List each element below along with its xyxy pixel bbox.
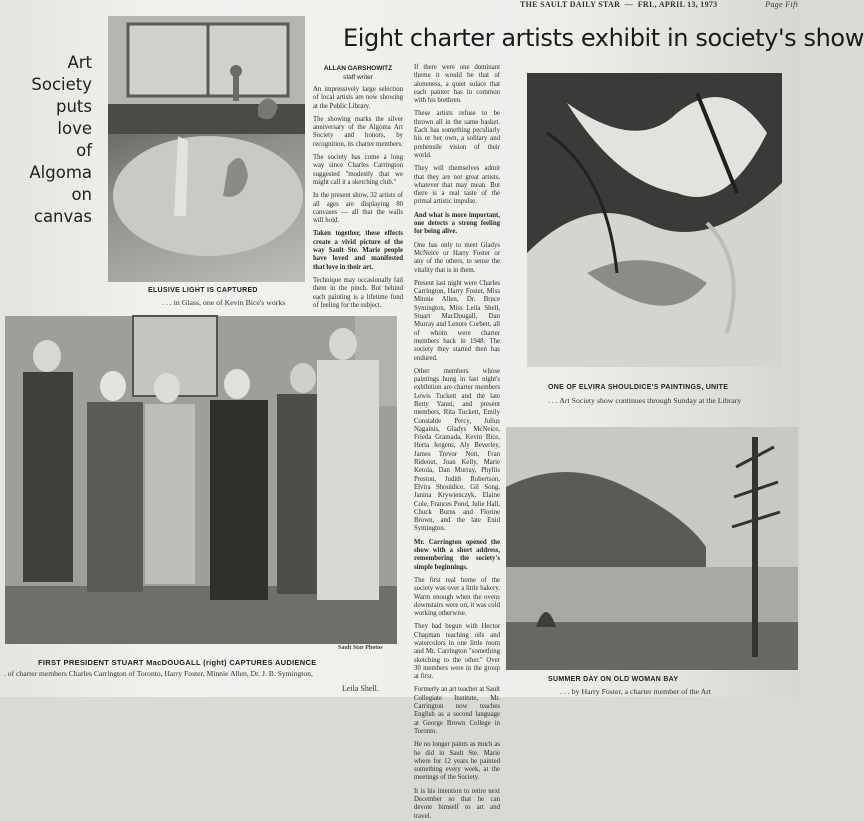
old-woman-bay-painting-photo: [506, 427, 798, 670]
masthead-page: Page Fift: [765, 0, 798, 9]
sidehead-line: canvas: [33, 207, 92, 226]
photo-credit: Sault Star Photos: [338, 645, 383, 651]
paragraph: If there were one dominant theme it would be that of aloneness, a quiet solace that each painter has in common with his brethren.: [414, 64, 500, 105]
paragraph: Technique may occasionally fail them in the pinch. But behind each painting is a lifetime fund of feeling for the subject.: [313, 276, 403, 309]
paragraph: And what is more important, one detects a strong feeling for being alive.: [414, 211, 500, 236]
audience-caption-tail: Leila Shell.: [342, 684, 379, 693]
unite-painting-photo: [527, 73, 782, 367]
unite-caption-text: . . . Art Society show continues through Sunday at the Library: [548, 396, 742, 405]
paragraph: They had begun with Hector Chapman teaching oils and watercolors in one little room and Mr. Carrington "something sketching to the other." Over 30 members were in the group at first.: [414, 623, 500, 681]
masthead-paper: THE SAULT DAILY STAR: [520, 0, 621, 9]
paragraph: Formerly an art teacher at Sault Collegiate Institute, Mr. Carrington now teaches English as a second language at George Brown College in Toronto.: [414, 686, 500, 735]
paragraph: Other members whose paintings hung in last night's exhibition are charter members Lewis Tuckett and the late Betty Yanni, and present members, Rita Tuckett, Emily Constable Percy, Julius Nagainis, Gladys McNeice, Frieda Gramada, Kevin Bice, Herta Jergens, Aly Beverley, James Trevor Nott, Fran Rideout, Joan Kelly, Marie Ketola, Dan Murray, Phyllis Preston, Judith Robertson, Elvira Shouldice, Gil Song, Janina Krywienczyk, Elaine Cole, Frances Pond, Julie Hall, Chuck Burns and Florine Brown, and the late Enid Symington.: [414, 367, 500, 533]
bay-caption-head: SUMMER DAY ON OLD WOMAN BAY: [548, 676, 679, 683]
paragraph: Present last night were Charles Carrington, Harry Foster, Miss Minnie Allen, Dr. Bruce Symington, Miss Leila Shell, Stuart MacDougall, Dan Murray and Lenore Corbett, all of whom were charter members back in 1948. The society they started then has endured.: [414, 279, 500, 362]
sidehead: [24, 52, 92, 228]
glass-caption-text: . . . in Glass, one of Kevin Bice's works: [162, 298, 286, 307]
masthead: THE SAULT DAILY STAR — FRI., APRIL 13, 1973 Page Fift: [520, 0, 798, 9]
byline-name: ALLAN GARSHOWITZ: [323, 65, 393, 72]
masthead-date: FRI., APRIL 13, 1973: [637, 0, 718, 9]
sidehead-line: Algoma: [29, 163, 92, 182]
audience-caption-head: FIRST PRESIDENT STUART MacDOUGALL (right) CAPTURES AUDIENCE: [38, 658, 317, 667]
paragraph: An impressively large selection of local artists are now showing at the Public Library.: [313, 86, 403, 110]
article-column-2: [414, 64, 500, 820]
audience-caption-text: . of charter members Charles Carrington of Toronto, Harry Foster, Minnie Allen, Dr. J. B. Symington,: [4, 669, 313, 678]
paragraph: One has only to meet Gladys McNeice or Harry Foster or any of the others, to sense the vitality that is in them.: [414, 241, 500, 274]
sidehead-line: of: [76, 141, 92, 160]
unite-caption-head: ONE OF ELVIRA SHOULDICE'S PAINTINGS, UNITE: [548, 384, 729, 391]
byline: [313, 64, 403, 82]
sidehead-line: love: [57, 119, 92, 138]
paragraph: They will themselves admit that they are not great artists, whatever that may mean. But there is a real taste of the primal artistic impulse.: [414, 165, 500, 206]
sidehead-line: on: [71, 185, 92, 204]
bay-caption-text: . . . by Harry Foster, a charter member of the Art: [560, 687, 712, 696]
headline: Eight charter artists exhibit in society's show: [343, 24, 864, 52]
paragraph: The first real home of the society was over a little bakery. Warm enough when the ovens downstairs were on, it was cold working otherwise.: [414, 576, 500, 618]
paragraph: The society has come a long way since Charles Carrington suggested "modestly that we might call it a sketching club.": [313, 154, 403, 186]
audience-photo: [5, 316, 397, 644]
sidehead-line: Society: [31, 75, 92, 94]
paragraph: Mr. Carrington opened the show with a short address, remembering the society's simple beginnings.: [414, 538, 500, 571]
sidehead-line: Art: [67, 53, 92, 72]
sidehead-line: puts: [56, 97, 92, 116]
glass-caption-head: ELUSIVE LIGHT IS CAPTURED: [148, 287, 258, 294]
paragraph: These artists refuse to be thrown all in the same basket. Each has something peculiarly his or her own, a solitary and prehensile vision of their world.: [414, 110, 500, 159]
paragraph: The showing marks the silver anniversary of the Algoma Art Society and honors, by recognition, its charter members.: [313, 115, 403, 148]
paragraph: It is his intention to retire next December so that he can devote himself to art and travel.: [414, 787, 500, 820]
paragraph: He no longer paints as much as he did in Sault Ste. Marie where for 12 years he painted something every week, at the meetings of the Society.: [414, 741, 500, 782]
byline-role: staff writer: [343, 74, 373, 81]
paragraph: Taken together, these effects create a vivid picture of the way Sault Ste. Marie people have loved and manifested that love in their art.: [313, 230, 403, 271]
glass-painting-photo: [108, 16, 305, 282]
article-column-1: [313, 86, 403, 312]
paragraph: In the present show, 32 artists of all ages are displaying 80 canvases — all that the walls will hold.: [313, 192, 403, 225]
